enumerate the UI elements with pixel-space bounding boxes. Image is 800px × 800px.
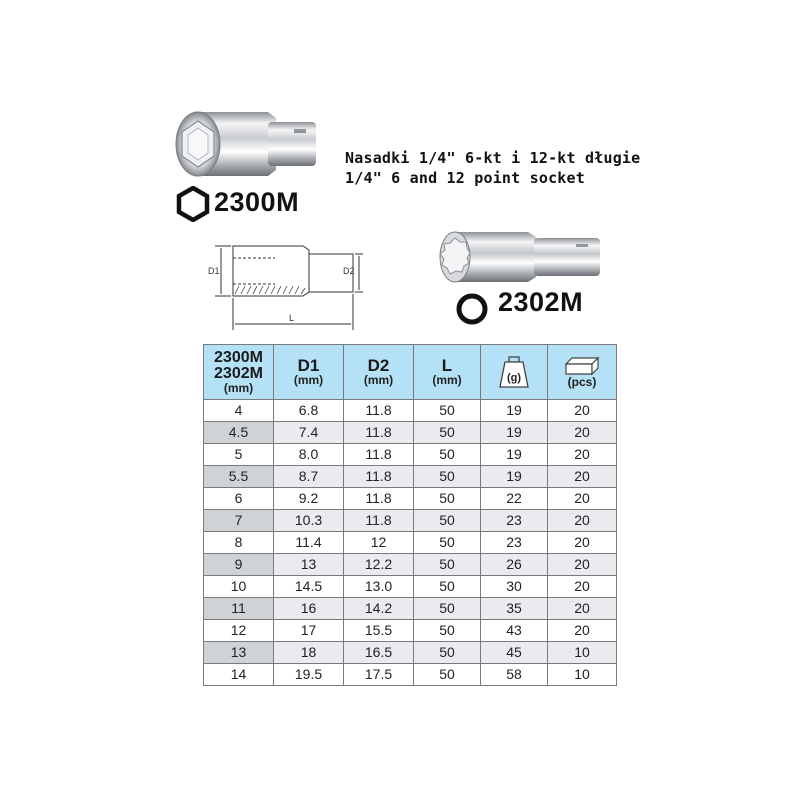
cell-pcs: 10 <box>548 642 617 664</box>
cell-weight: 43 <box>481 620 548 642</box>
cell-d1: 9.2 <box>274 488 344 510</box>
cell-weight: 58 <box>481 664 548 686</box>
header-code-12pt: 2302M <box>214 364 263 382</box>
cell-l: 50 <box>414 488 481 510</box>
cell-d2: 11.8 <box>344 400 414 422</box>
header-pcs <box>548 345 617 400</box>
cell-d2: 11.8 <box>344 488 414 510</box>
cell-pcs: 20 <box>548 554 617 576</box>
l-label: L <box>289 313 295 323</box>
dimension-drawing <box>205 234 365 334</box>
title-line-english: 1/4" 6 and 12 point socket <box>345 169 585 187</box>
socket-12pt-image <box>436 228 606 286</box>
cell-weight: 19 <box>481 466 548 488</box>
header-l-unit: (mm) <box>432 373 462 387</box>
header-d2-label: D2 <box>367 356 390 375</box>
cell-l: 50 <box>414 642 481 664</box>
cell-d2: 12 <box>344 532 414 554</box>
weight-unit: (g) <box>506 372 522 384</box>
product-code-12pt: 2302M <box>498 287 584 317</box>
cell-size: 6 <box>204 488 274 510</box>
header-l <box>414 345 481 400</box>
header-d1 <box>274 345 344 400</box>
cell-size: 14 <box>204 664 274 686</box>
cell-d1: 8.0 <box>274 444 344 466</box>
header-pcs-unit: (pcs) <box>567 374 597 389</box>
cell-weight: 19 <box>481 444 548 466</box>
cell-pcs: 20 <box>548 444 617 466</box>
header-d2-unit: (mm) <box>363 373 394 387</box>
cell-l: 50 <box>414 532 481 554</box>
cell-d2: 11.8 <box>344 466 414 488</box>
cell-l: 50 <box>414 620 481 642</box>
cell-d1: 19.5 <box>274 664 344 686</box>
cell-pcs: 20 <box>548 400 617 422</box>
cell-pcs: 10 <box>548 664 617 686</box>
d2-label: D2 <box>343 266 355 276</box>
table-row <box>204 532 617 554</box>
cell-l: 50 <box>414 554 481 576</box>
cell-size: 12 <box>204 620 274 642</box>
cell-size: 7 <box>204 510 274 532</box>
cell-size: 5.5 <box>204 466 274 488</box>
cell-d1: 14.5 <box>274 576 344 598</box>
cell-weight: 22 <box>481 488 548 510</box>
socket-6pt-image <box>168 104 328 184</box>
cell-size: 5 <box>204 444 274 466</box>
table-row <box>204 554 617 576</box>
table-row <box>204 620 617 642</box>
cell-size: 11 <box>204 598 274 620</box>
cell-size: 4.5 <box>204 422 274 444</box>
cell-pcs: 20 <box>548 532 617 554</box>
cell-size: 4 <box>204 400 274 422</box>
cell-weight: 30 <box>481 576 548 598</box>
cell-weight: 23 <box>481 510 548 532</box>
cell-weight: 35 <box>481 598 548 620</box>
cell-l: 50 <box>414 422 481 444</box>
header-code-unit: (mm) <box>223 380 254 395</box>
table-row <box>204 466 617 488</box>
table-row <box>204 510 617 532</box>
weight-icon <box>497 354 531 390</box>
cell-d1: 16 <box>274 598 344 620</box>
cell-d1: 6.8 <box>274 400 344 422</box>
cell-pcs: 20 <box>548 598 617 620</box>
table-row <box>204 664 617 686</box>
cell-pcs: 20 <box>548 620 617 642</box>
product-code-6pt: 2300M <box>214 187 300 217</box>
header-code-6pt: 2300M <box>214 348 263 366</box>
cell-size: 10 <box>204 576 274 598</box>
cell-l: 50 <box>414 598 481 620</box>
cell-d2: 16.5 <box>344 642 414 664</box>
cell-pcs: 20 <box>548 488 617 510</box>
spec-table <box>203 344 617 686</box>
cell-d2: 11.8 <box>344 444 414 466</box>
cell-d1: 13 <box>274 554 344 576</box>
cell-l: 50 <box>414 466 481 488</box>
d1-label: D1 <box>208 266 220 276</box>
header-d1-unit: (mm) <box>293 373 324 387</box>
cell-d2: 13.0 <box>344 576 414 598</box>
cell-weight: 19 <box>481 400 548 422</box>
header-weight <box>481 345 548 400</box>
cell-weight: 45 <box>481 642 548 664</box>
cell-pcs: 20 <box>548 576 617 598</box>
cell-d1: 11.4 <box>274 532 344 554</box>
table-row <box>204 444 617 466</box>
box-icon <box>562 356 602 376</box>
cell-weight: 23 <box>481 532 548 554</box>
hexagon-icon <box>175 186 211 222</box>
header-code <box>204 345 274 400</box>
cell-size: 9 <box>204 554 274 576</box>
cell-d2: 11.8 <box>344 510 414 532</box>
cell-d2: 11.8 <box>344 422 414 444</box>
cell-weight: 19 <box>481 422 548 444</box>
cell-d1: 7.4 <box>274 422 344 444</box>
header-d1-label: D1 <box>297 356 320 375</box>
cell-d2: 15.5 <box>344 620 414 642</box>
cell-d1: 8.7 <box>274 466 344 488</box>
cell-d1: 10.3 <box>274 510 344 532</box>
table-row <box>204 576 617 598</box>
cell-d1: 17 <box>274 620 344 642</box>
header-d2 <box>344 345 414 400</box>
cell-pcs: 20 <box>548 422 617 444</box>
cell-pcs: 20 <box>548 510 617 532</box>
cell-size: 8 <box>204 532 274 554</box>
table-row <box>204 400 617 422</box>
header-l-label: L <box>441 356 453 375</box>
table-row <box>204 422 617 444</box>
cell-l: 50 <box>414 444 481 466</box>
twelve-point-ring-icon <box>455 292 489 326</box>
cell-d2: 14.2 <box>344 598 414 620</box>
cell-weight: 26 <box>481 554 548 576</box>
cell-d2: 12.2 <box>344 554 414 576</box>
table-row <box>204 642 617 664</box>
cell-d1: 18 <box>274 642 344 664</box>
table-header-row <box>204 345 617 400</box>
table-row <box>204 598 617 620</box>
cell-l: 50 <box>414 664 481 686</box>
title-line-polish: Nasadki 1/4" 6-kt i 12-kt długie <box>345 149 641 167</box>
cell-l: 50 <box>414 510 481 532</box>
cell-l: 50 <box>414 576 481 598</box>
table-row <box>204 488 617 510</box>
cell-d2: 17.5 <box>344 664 414 686</box>
cell-l: 50 <box>414 400 481 422</box>
cell-pcs: 20 <box>548 466 617 488</box>
product-title <box>345 148 640 188</box>
cell-size: 13 <box>204 642 274 664</box>
